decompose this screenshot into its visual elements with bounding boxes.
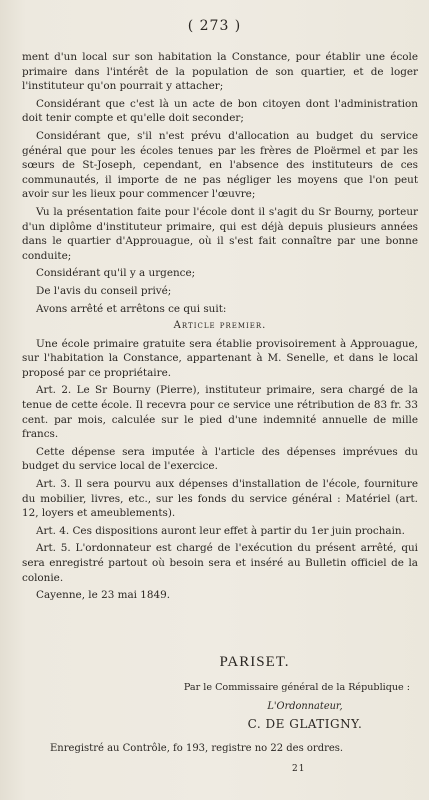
- sheet-signature: 21: [292, 764, 306, 774]
- signature-authority: Par le Commissaire général de la République :: [183, 682, 410, 693]
- article-paragraph: Art. 3. Il sera pourvu aux dépenses d'installation de l'école, fourniture du mobilier, livres, etc., sur les fonds du service général : Matériel (art. 12, loyers et ameublements).: [22, 478, 418, 520]
- registration-note: Enregistré au Contrôle, fo 193, registre no 22 des ordres.: [50, 743, 344, 754]
- article-heading: Article premier.: [173, 320, 267, 332]
- article-paragraph: Cette dépense sera imputée à l'article des dépenses imprévues du budget du service local de l'exercice.: [22, 445, 418, 473]
- signature-countersign: C. DE GLATIGNY.: [247, 717, 363, 731]
- article-paragraph: Art. 2. Le Sr Bourny (Pierre), instituteur primaire, sera chargé de la tenue de cette école. Il recevra pour ce service une rétribution de 83 fr. 33 cent. par mois, calculée sur le pied d'une indemnité annuelle de mille francs.: [22, 384, 418, 441]
- paragraph: ment d'un local sur son habitation la Constance, pour établir une école primaire dans l'intérêt de la population de son quartier, et de loger l'instituteur qu'on pourrait y attacher;: [22, 51, 418, 93]
- article-paragraph: Une école primaire gratuite sera établie provisoirement à Approuague, sur l'habitation la Constance, appartenant à M. Senelle, et dans le local proposé par ce propriétaire.: [22, 337, 418, 379]
- signatory-name: PARISET.: [219, 654, 290, 670]
- paragraph: Vu la présentation faite pour l'école dont il s'agit du Sr Bourny, porteur d'un diplôme d'instituteur primaire, qui est déjà depuis plusieurs années dans le quartier d'Approuague, où il s'est fait connaître par une bonne conduite;: [22, 205, 418, 262]
- dateline: Cayenne, le 23 mai 1849.: [36, 589, 171, 602]
- article-paragraph: Art. 5. L'ordonnateur est chargé de l'exécution du présent arrêté, qui sera enregistré partout où besoin sera et inséré au Bulletin officiel de la colonie.: [22, 542, 418, 584]
- signature-title: L'Ordonnateur,: [267, 701, 343, 712]
- paragraph: Avons arrêté et arrêtons ce qui suit:: [36, 302, 227, 315]
- page-number: ( 273 ): [187, 18, 242, 34]
- paragraph: Considérant que, s'il n'est prévu d'allocation au budget du service général que pour les écoles tenues par les frères de Ploërmel et par les sœurs de St-Joseph, cependant, en l'absence des instituteurs de ces communautés, il importe de ne pas négliger les moyens que l'on peut avoir sur les lieux pour commencer l'œuvre;: [22, 129, 418, 201]
- body-text: [22, 50, 418, 606]
- paragraph: Considérant que c'est là un acte de bon citoyen dont l'administration doit tenir compte et qu'elle doit seconder;: [22, 97, 418, 125]
- paragraph: De l'avis du conseil privé;: [36, 284, 172, 297]
- article-paragraph: Art. 4. Ces dispositions auront leur effet à partir du 1er juin prochain.: [36, 524, 405, 537]
- paragraph: Considérant qu'il y a urgence;: [36, 267, 196, 280]
